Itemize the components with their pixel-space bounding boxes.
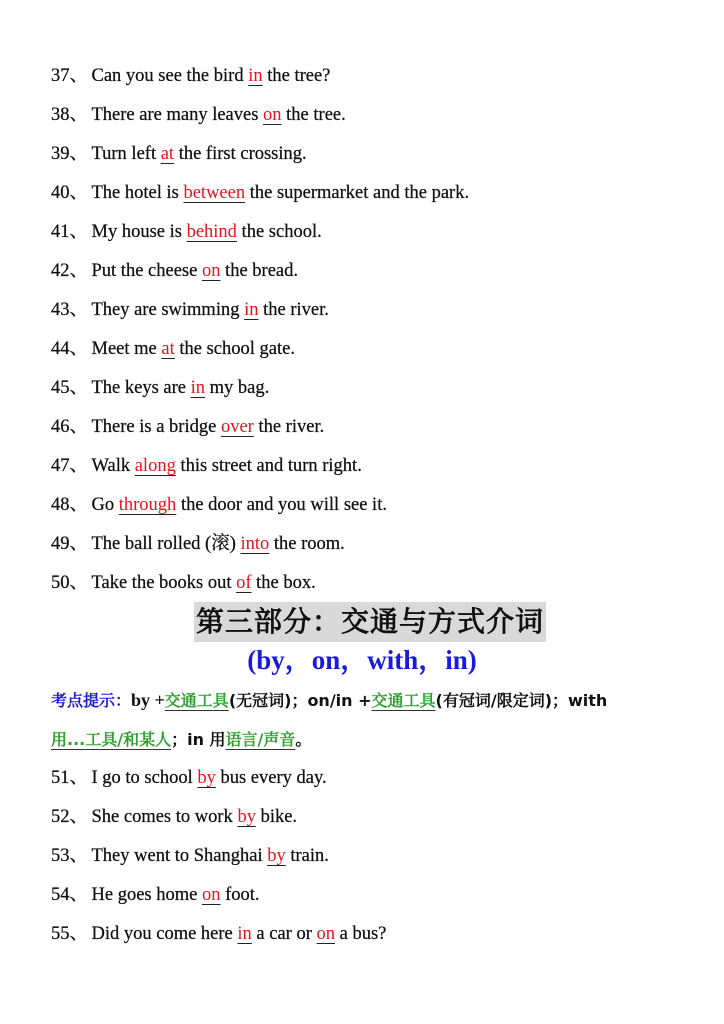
answer-blank: at (161, 339, 175, 359)
answer-blank: by (197, 768, 216, 788)
item-text: The hotel is (91, 183, 184, 203)
answer-blank: on (201, 261, 221, 281)
answer-blank: in (190, 378, 206, 398)
item-separator: 、 (69, 339, 89, 359)
exercise-item (51, 844, 329, 868)
exercise-item (51, 103, 346, 127)
item-text: Meet me (91, 339, 162, 359)
item-text: They went to Shanghai (91, 846, 268, 866)
item-text: the tree? (262, 66, 331, 86)
hint-keyword: 交通工具 (371, 691, 436, 710)
hint-keyword: 交通工具 (164, 691, 229, 710)
exercise-item (51, 220, 322, 244)
item-number: 48 (51, 495, 70, 515)
item-text: a car or (251, 924, 317, 944)
item-text: There are many leaves (91, 105, 264, 125)
item-text: foot. (220, 885, 260, 905)
item-number: 41 (51, 222, 70, 242)
answer-blank: in (244, 300, 259, 320)
item-number: 45 (51, 378, 70, 398)
item-separator: 、 (69, 924, 89, 944)
item-text: Did you come here (91, 924, 238, 944)
answer-blank: into (240, 534, 270, 554)
item-separator: 、 (69, 105, 89, 125)
item-separator: 、 (69, 846, 89, 866)
exercise-item (51, 922, 386, 946)
item-number: 40 (51, 183, 70, 203)
item-text: the school. (236, 222, 322, 242)
exercise-item (51, 493, 387, 517)
hint-text: (有冠词/限定词)；with (435, 691, 608, 710)
item-text: the river. (253, 417, 325, 437)
item-text: the box. (251, 573, 316, 593)
item-text: the bread. (220, 261, 299, 281)
answer-blank: through (118, 495, 177, 515)
item-number: 52 (51, 807, 70, 827)
item-text: Walk (91, 456, 135, 476)
item-number: 46 (51, 417, 70, 437)
answer-blank: along (134, 456, 176, 476)
exercise-item (51, 883, 260, 907)
item-number: 38 (51, 105, 70, 125)
exercise-item (51, 454, 362, 478)
exercise-item (51, 532, 345, 556)
answer-blank: by (237, 807, 256, 827)
answer-blank: on (201, 885, 221, 905)
item-separator: 、 (69, 417, 89, 437)
hint-text: by + (131, 690, 165, 710)
item-number: 37 (51, 66, 70, 86)
exercise-item (51, 181, 469, 205)
item-separator: 、 (69, 66, 89, 86)
item-number: 51 (51, 768, 70, 788)
item-text: the tree. (281, 105, 346, 125)
answer-blank: between (183, 183, 246, 203)
exercise-item (51, 805, 297, 829)
item-number: 55 (51, 924, 70, 944)
answer-blank: at (160, 144, 175, 164)
section-title: 第三部分：交通与方式介词 (194, 602, 546, 642)
item-text: My house is (91, 222, 187, 242)
item-separator: 、 (69, 768, 89, 788)
hint-line-2 (51, 727, 311, 752)
hint-keyword: 语言/声音 (225, 730, 296, 749)
section-subtitle: (by，on，with，in) (247, 645, 477, 675)
item-text: She comes to work (91, 807, 238, 827)
exercise-item (51, 64, 330, 88)
hint-text: 。 (295, 730, 312, 749)
answer-blank: on (316, 924, 336, 944)
answer-blank: by (267, 846, 286, 866)
item-separator: 、 (69, 456, 89, 476)
item-separator: 、 (69, 183, 89, 203)
item-text: I go to school (91, 768, 198, 788)
exercise-item (51, 337, 295, 361)
item-separator: 、 (69, 573, 89, 593)
answer-blank: behind (186, 222, 237, 242)
hint-text: (无冠词)；on/in + (228, 691, 372, 710)
answer-blank: over (220, 417, 254, 437)
answer-blank: in (248, 66, 263, 86)
exercise-item (51, 142, 307, 166)
exercise-item (51, 571, 316, 595)
item-separator: 、 (69, 807, 89, 827)
item-separator: 、 (69, 378, 89, 398)
item-text: bus every day. (215, 768, 327, 788)
item-separator: 、 (69, 885, 89, 905)
hint-keyword: 用...工具/和某人 (51, 730, 172, 749)
item-text: Take the books out (91, 573, 237, 593)
exercise-item (51, 766, 327, 790)
item-number: 43 (51, 300, 70, 320)
item-text: Turn left (91, 144, 161, 164)
item-number: 39 (51, 144, 70, 164)
item-separator: 、 (69, 144, 89, 164)
item-number: 53 (51, 846, 70, 866)
item-text: The ball rolled (滚) (91, 534, 241, 554)
item-number: 47 (51, 456, 70, 476)
item-text: the first crossing. (174, 144, 307, 164)
hint-label: 考点提示： (51, 691, 132, 710)
hint-line-1 (51, 688, 607, 713)
exercise-item (51, 415, 324, 439)
item-separator: 、 (69, 534, 89, 554)
item-separator: 、 (69, 222, 89, 242)
item-text: Go (91, 495, 119, 515)
item-text: train. (285, 846, 329, 866)
item-text: Put the cheese (91, 261, 202, 281)
item-number: 49 (51, 534, 70, 554)
answer-blank: in (237, 924, 252, 944)
item-text: There is a bridge (91, 417, 221, 437)
item-text: the river. (258, 300, 329, 320)
item-separator: 、 (69, 261, 89, 281)
item-text: bike. (255, 807, 298, 827)
item-separator: 、 (69, 300, 89, 320)
hint-text: ；in 用 (171, 730, 226, 749)
answer-blank: on (263, 105, 282, 125)
exercise-item (51, 298, 329, 322)
item-text: the room. (269, 534, 345, 554)
item-number: 44 (51, 339, 70, 359)
item-text: The keys are (91, 378, 191, 398)
item-text: the supermarket and the park. (245, 183, 470, 203)
item-number: 42 (51, 261, 70, 281)
exercise-item (51, 376, 269, 400)
item-text: my bag. (205, 378, 270, 398)
answer-blank: of (236, 573, 252, 593)
item-text: He goes home (91, 885, 202, 905)
item-text: Can you see the bird (91, 66, 249, 86)
item-text: They are swimming (91, 300, 245, 320)
item-text: the door and you will see it. (176, 495, 387, 515)
item-number: 54 (51, 885, 70, 905)
item-text: a bus? (335, 924, 387, 944)
item-separator: 、 (69, 495, 89, 515)
item-number: 50 (51, 573, 70, 593)
item-text: the school gate. (174, 339, 295, 359)
exercise-item (51, 259, 298, 283)
item-text: this street and turn right. (175, 456, 362, 476)
